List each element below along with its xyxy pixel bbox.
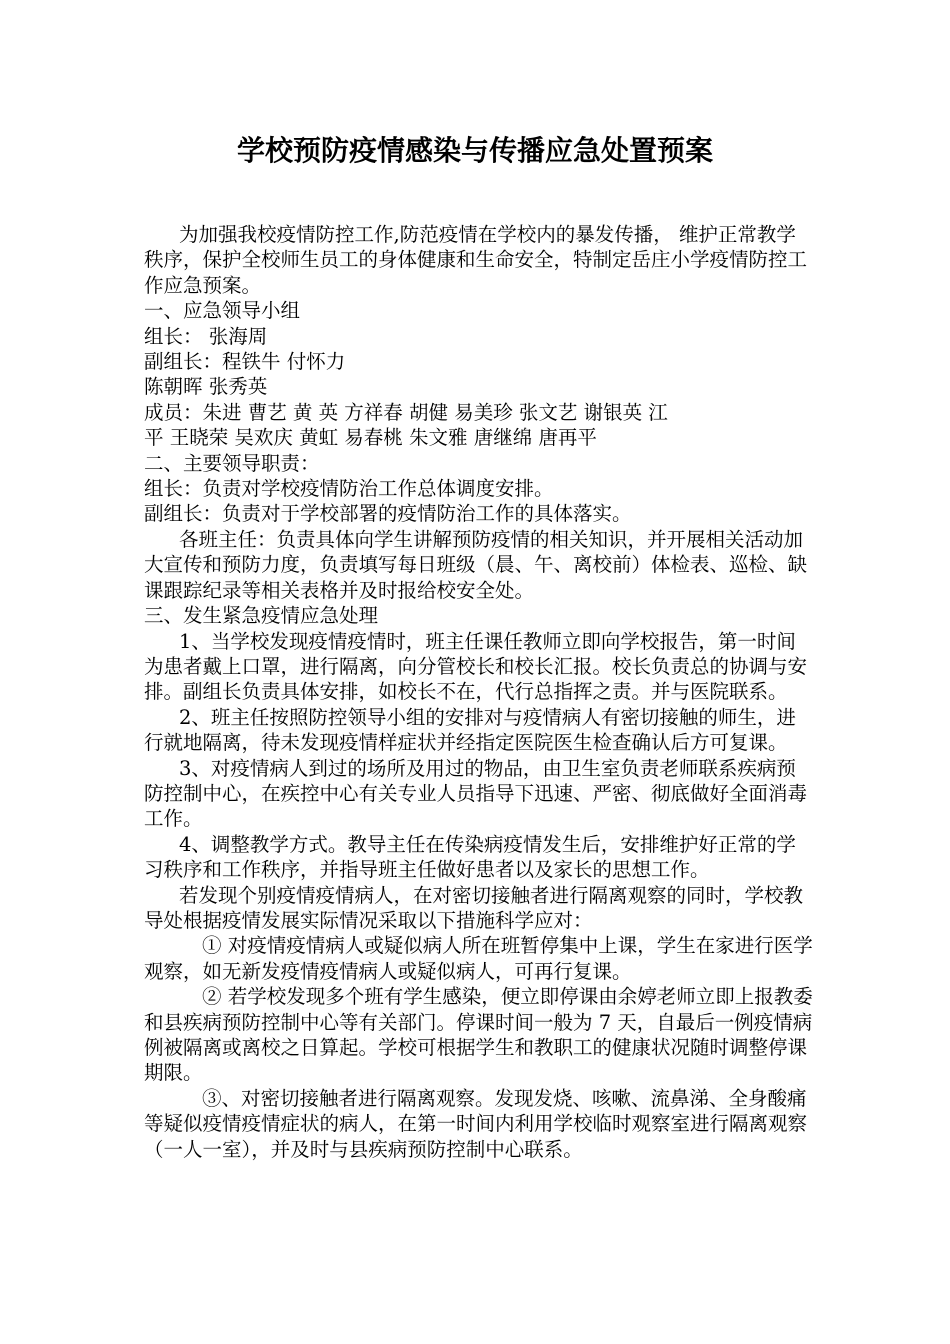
emergency-item-3: 3、对疫情病人到过的场所及用过的物品，由卫生室负责老师联系疾病预防控制中心，在疾控中心有关专业人员指导下迅速、严密、彻底做好全面消毒工作。 — [144, 756, 808, 831]
measure-3: ③、对密切接触者进行隔离观察。发现发烧、咳嗽、流鼻涕、全身酸痛等疑似疫情疫情症状的病人，在第一时间内利用学校临时观察室进行隔离观察（一人一室），并及时与县疾病预防控制中心联系。 — [144, 1086, 808, 1161]
emergency-item-4: 4、调整教学方式。教导主任在传染病疫情发生后，安排维护好正常的学习秩序和工作秩序，并指导班主任做好患者以及家长的思想工作。 — [144, 832, 796, 882]
members-line: 成员：朱进 曹艺 黄 英 方祥春 胡健 易美珍 张文艺 谢银英 江 — [144, 400, 668, 424]
leader-line: 组长： 张海周 — [144, 324, 268, 348]
duty-deputy: 副组长：负责对于学校部署的疫情防治工作的具体落实。 — [144, 502, 632, 526]
intro-paragraph: 为加强我校疫情防控工作,防范疫情在学校内的暴发传播， 维护正常教学秩序，保护全校师生员工的身体健康和生命安全，特制定岳庄小学疫情防控工作应急预案。 — [144, 223, 808, 297]
section-heading-leadership-group: 一、应急领导小组 — [144, 299, 301, 323]
section-heading-emergency: 三、发生紧急疫情应急处理 — [144, 604, 379, 628]
members-line-continued: 平 王晓荣 吴欢庆 黄虹 易春桃 朱文雅 唐继绵 唐再平 — [144, 426, 597, 450]
deputy-leader-line: 副组长：程铁牛 付怀力 — [144, 350, 346, 374]
emergency-item-1: 1、当学校发现疫情疫情时，班主任课任教师立即向学校报告，第一时间为患者戴上口罩，进行隔离，向分管校长和校长汇报。校长负责总的协调与安排。副组长负责具体安排，如校长不在，代行总指挥之责。并与医院联系。 — [144, 629, 808, 704]
duty-class-teacher: 各班主任：负责具体向学生讲解预防疫情的相关知识，并开展相关活动加大宣传和预防力度，负责填写每日班级（晨、午、离校前）体检表、巡检、缺课跟踪纪录等相关表格并及时报给校安全处。 — [144, 527, 808, 602]
measures-intro: 若发现个别疫情疫情病人，在对密切接触者进行隔离观察的同时，学校教导处根据疫情发展实际情况采取以下措施科学应对： — [144, 883, 804, 932]
measure-1: ① 对疫情疫情病人或疑似病人所在班暂停集中上课，学生在家进行医学观察，如无新发疫情疫情病人或疑似病人，可再行复课。 — [144, 934, 813, 983]
document-body — [144, 222, 814, 1162]
measure-2: ② 若学校发现多个班有学生感染，便立即停课由余婷老师立即上报教委和县疾病预防控制中心等有关部门。停课时间一般为 7 天，自最后一例疫情病例被隔离或离校之日算起。学校可根据学生和教职工的健康状况随时调整停课期限。 — [144, 985, 813, 1085]
document-title: 学校预防疫情感染与传播应急处置预案 — [236, 134, 713, 167]
deputy-leader-line-continued: 陈朝晖 张秀英 — [144, 375, 268, 399]
duty-leader: 组长：负责对学校疫情防治工作总体调度安排。 — [144, 477, 554, 501]
emergency-item-2: 2、班主任按照防控领导小组的安排对与疫情病人有密切接触的师生，进行就地隔离，待未发现疫情样症状并经指定医院医生检查确认后方可复课。 — [144, 705, 796, 755]
section-heading-duties: 二、主要领导职责： — [144, 451, 320, 475]
